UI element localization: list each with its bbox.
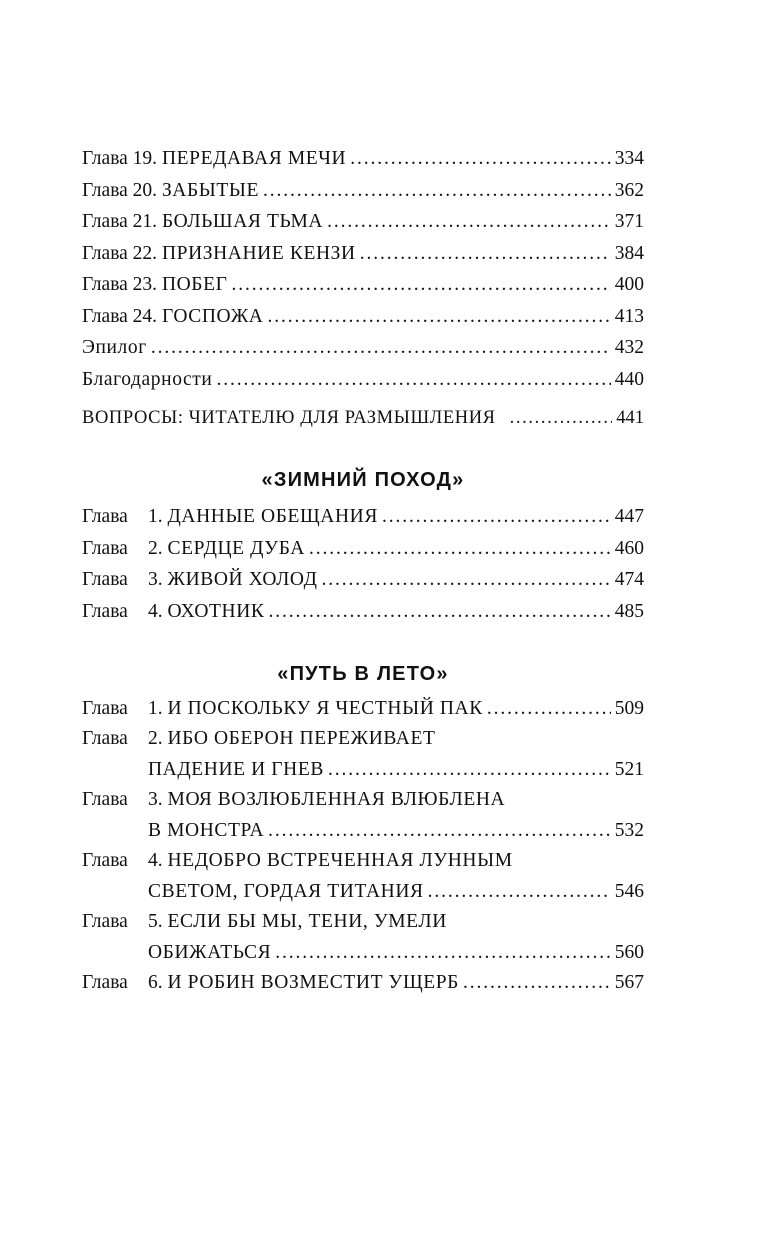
dot-leader bbox=[428, 877, 611, 908]
toc-entry[interactable] bbox=[82, 564, 644, 596]
chapter-title: СЕРДЦЕ ДУБА bbox=[167, 537, 305, 559]
chapter-title: ЖИВОЙ ХОЛОД bbox=[167, 569, 318, 590]
toc-entry[interactable] bbox=[82, 175, 644, 207]
chapter-number: 3. bbox=[148, 569, 163, 590]
page-number: 521 bbox=[614, 758, 644, 780]
page-number: 567 bbox=[614, 972, 644, 993]
chapter-label: Глава bbox=[82, 537, 128, 559]
page-number: 384 bbox=[614, 242, 644, 264]
dot-leader bbox=[268, 301, 611, 333]
toc-entry-line1[interactable] bbox=[82, 846, 644, 877]
chapter-number: 6. bbox=[148, 972, 163, 993]
dot-leader bbox=[151, 332, 611, 364]
toc-entry[interactable] bbox=[82, 238, 644, 270]
toc-entry[interactable] bbox=[82, 364, 644, 396]
dot-leader bbox=[269, 596, 611, 628]
page-number: 485 bbox=[614, 600, 644, 622]
page-number: 441 bbox=[616, 408, 644, 428]
chapter-label: Глава bbox=[82, 850, 128, 871]
toc-entry-questions[interactable] bbox=[82, 403, 644, 435]
chapter-number: Глава 22. bbox=[82, 242, 158, 264]
chapter-title: ЕСЛИ БЫ МЫ, ТЕНИ, УМЕЛИ bbox=[167, 911, 447, 932]
dot-leader bbox=[327, 206, 611, 238]
page-number: 546 bbox=[614, 880, 644, 902]
dot-leader bbox=[487, 694, 611, 725]
chapter-title: ОХОТНИК bbox=[167, 600, 265, 622]
chapter-title-continued: СВЕТОМ, ГОРДАЯ ТИТАНИЯ bbox=[148, 880, 424, 902]
toc-entry-line1[interactable] bbox=[82, 724, 644, 755]
page-number: 440 bbox=[614, 368, 644, 390]
section-heading: «ЗИМНИЙ ПОХОД» bbox=[261, 468, 465, 491]
dot-leader bbox=[463, 968, 611, 999]
chapter-title: ПЕРЕДАВАЯ МЕЧИ bbox=[161, 148, 347, 169]
toc-entry[interactable] bbox=[82, 596, 644, 628]
chapter-number: Глава 19. bbox=[82, 148, 158, 169]
toc-entry[interactable] bbox=[82, 694, 644, 725]
page-number: 474 bbox=[614, 569, 644, 590]
chapter-title: НЕДОБРО ВСТРЕЧЕННАЯ ЛУННЫМ bbox=[167, 850, 513, 871]
chapter-title: ИБО ОБЕРОН ПЕРЕЖИВАЕТ bbox=[167, 728, 436, 749]
chapter-title: ЗАБЫТЫЕ bbox=[161, 179, 260, 201]
dot-leader bbox=[268, 816, 611, 847]
chapter-number: 2. bbox=[148, 537, 163, 559]
chapter-number: 3. bbox=[148, 789, 163, 810]
page-number: 362 bbox=[614, 179, 644, 201]
toc-entry[interactable] bbox=[82, 301, 644, 333]
chapter-number: Глава 20. bbox=[82, 179, 158, 201]
toc-entry[interactable] bbox=[82, 269, 644, 301]
dot-leader bbox=[382, 501, 611, 533]
chapter-title: ПОБЕГ bbox=[161, 274, 228, 295]
chapter-label: Глава bbox=[82, 789, 128, 810]
page-number: 447 bbox=[614, 506, 644, 527]
chapter-title-continued: ОБИЖАТЬСЯ bbox=[148, 941, 272, 963]
chapter-title: И ПОСКОЛЬКУ Я ЧЕСТНЫЙ ПАК bbox=[167, 697, 483, 719]
chapter-label: Глава bbox=[82, 506, 128, 527]
page-number: 400 bbox=[614, 274, 644, 295]
page-number: 334 bbox=[614, 148, 644, 169]
dot-leader bbox=[350, 143, 611, 175]
chapter-title: МОЯ ВОЗЛЮБЛЕННАЯ ВЛЮБЛЕНА bbox=[167, 789, 506, 810]
toc-entry[interactable] bbox=[82, 968, 644, 999]
dot-leader bbox=[510, 403, 613, 435]
toc-entry-line1[interactable] bbox=[82, 785, 644, 816]
chapter-number: 5. bbox=[148, 911, 163, 932]
dot-leader bbox=[309, 533, 611, 565]
page-number: 532 bbox=[614, 819, 644, 841]
chapter-label: Глава bbox=[82, 728, 128, 749]
chapter-number: 1. bbox=[148, 506, 163, 527]
toc-entry[interactable] bbox=[82, 206, 644, 238]
chapter-title-continued: В МОНСТРА bbox=[148, 819, 265, 841]
dot-leader bbox=[275, 938, 611, 969]
dot-leader bbox=[216, 364, 610, 396]
chapter-label: Глава bbox=[82, 697, 128, 719]
dot-leader bbox=[263, 175, 611, 207]
dot-leader bbox=[322, 564, 611, 596]
toc-entry-line1[interactable] bbox=[82, 907, 644, 938]
toc-entry-line2[interactable] bbox=[82, 877, 644, 908]
chapter-number: 4. bbox=[148, 850, 163, 871]
chapter-label: Глава bbox=[82, 911, 128, 932]
page-number: 371 bbox=[614, 211, 644, 232]
chapter-number: Глава 24. bbox=[82, 305, 158, 327]
chapter-title-continued: ПАДЕНИЕ И ГНЕВ bbox=[148, 758, 324, 780]
dot-leader bbox=[360, 238, 611, 270]
chapter-title: И РОБИН ВОЗМЕСТИТ УЩЕРБ bbox=[167, 972, 459, 993]
toc-entry-line2[interactable] bbox=[82, 755, 644, 786]
chapter-title: Благодарности bbox=[82, 368, 213, 390]
chapter-title: ВОПРОСЫ: ЧИТАТЕЛЮ ДЛЯ РАЗМЫШЛЕНИЯ bbox=[82, 408, 496, 428]
chapter-number: 4. bbox=[148, 600, 163, 622]
toc-entry[interactable] bbox=[82, 501, 644, 533]
chapter-label: Глава bbox=[82, 600, 128, 622]
chapter-number: Глава 21. bbox=[82, 211, 158, 232]
chapter-number: 1. bbox=[148, 697, 163, 719]
page-number: 560 bbox=[614, 941, 644, 963]
chapter-label: Глава bbox=[82, 972, 128, 993]
toc-entry-line2[interactable] bbox=[82, 938, 644, 969]
chapter-title: БОЛЬШАЯ ТЬМА bbox=[161, 211, 324, 232]
table-of-contents bbox=[82, 143, 644, 999]
chapter-title: ДАННЫЕ ОБЕЩАНИЯ bbox=[167, 506, 378, 527]
toc-entry[interactable] bbox=[82, 533, 644, 565]
toc-entry[interactable] bbox=[82, 332, 644, 364]
dot-leader bbox=[231, 269, 610, 301]
toc-entry-line2[interactable] bbox=[82, 816, 644, 847]
chapter-title: Эпилог bbox=[82, 337, 147, 358]
chapter-title: ПРИЗНАНИЕ КЕНЗИ bbox=[161, 242, 356, 264]
page-number: 432 bbox=[614, 337, 644, 358]
dot-leader bbox=[328, 755, 611, 786]
chapter-title: ГОСПОЖА bbox=[161, 305, 264, 327]
section-heading: «ПУТЬ В ЛЕТО» bbox=[277, 663, 449, 685]
chapter-label: Глава bbox=[82, 569, 128, 590]
chapter-number: 2. bbox=[148, 728, 163, 749]
page-number: 509 bbox=[614, 697, 644, 719]
chapter-number: Глава 23. bbox=[82, 274, 158, 295]
toc-entry[interactable] bbox=[82, 143, 644, 175]
page-number: 460 bbox=[614, 537, 644, 559]
page-number: 413 bbox=[614, 305, 644, 327]
